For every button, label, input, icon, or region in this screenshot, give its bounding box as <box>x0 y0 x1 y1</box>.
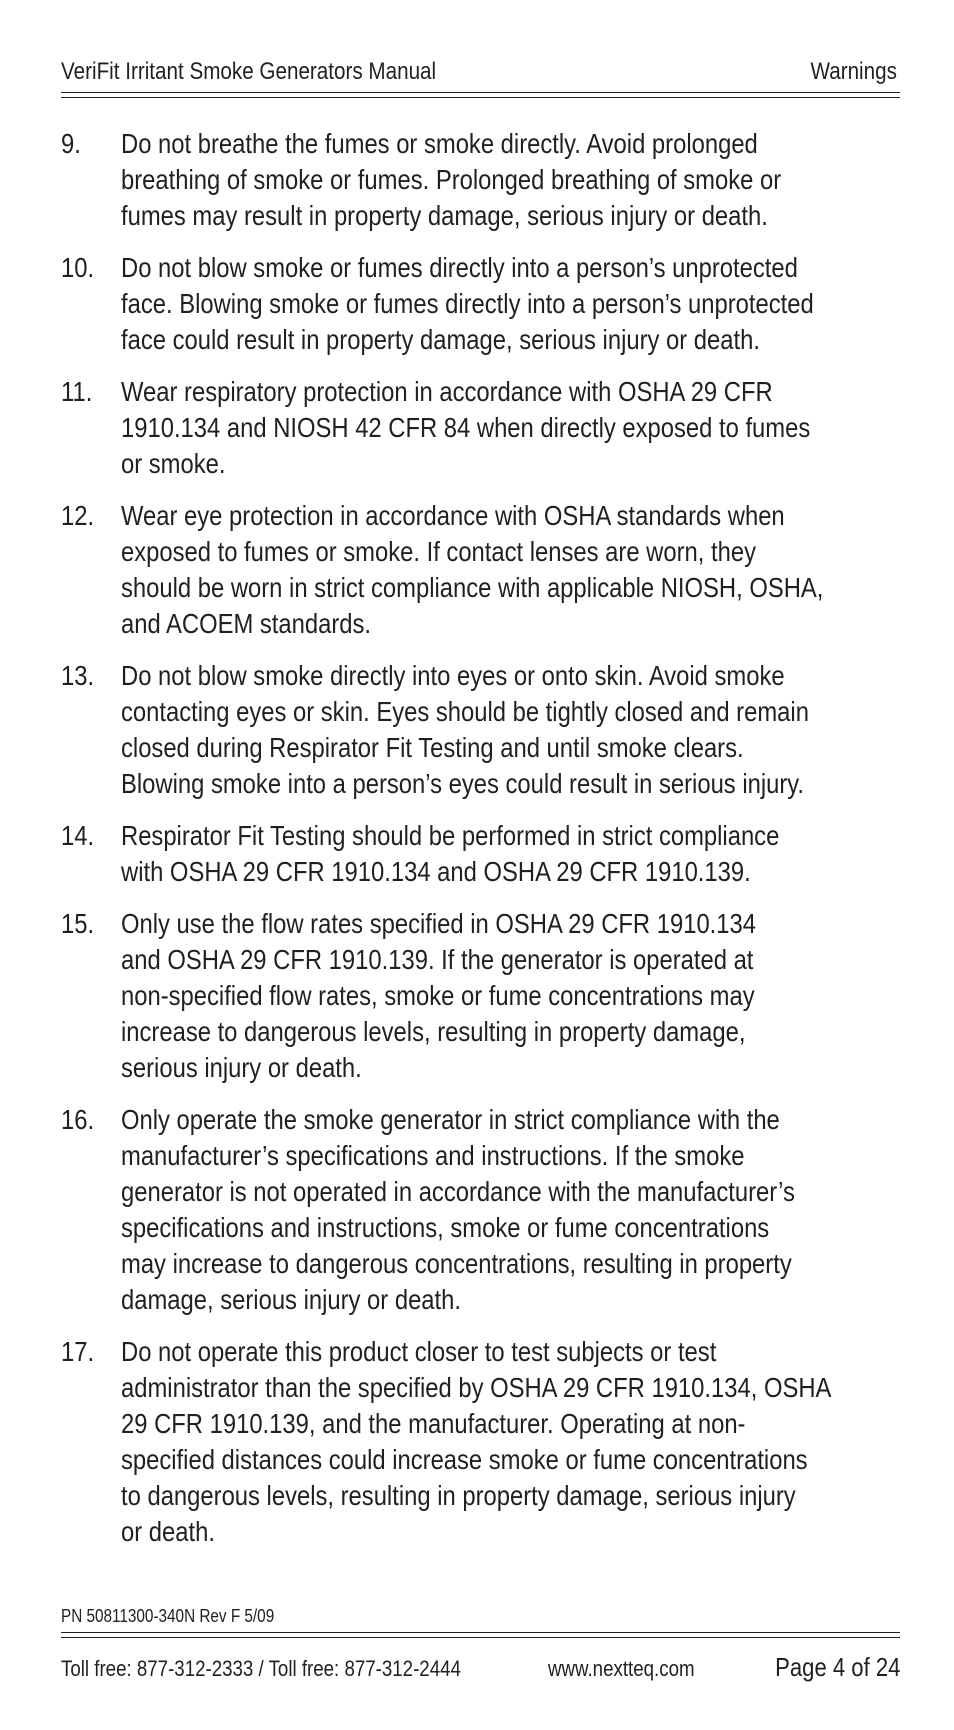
item-text: Do not operate this product closer to test subjects or test administrator than the specified by OSHA 29 CFR 1910.134, OSHA 29 CFR 1910.139, and the manufacturer. Operating at non- specified distances could increase smoke or fume concentrations to dangerous levels, resulting in property damage, serious injury or death. <box>121 1336 832 1547</box>
item-number: 13. <box>61 660 95 691</box>
header-divider <box>61 92 900 98</box>
list-item <box>61 498 900 642</box>
item-text: Do not breathe the fumes or smoke directly. Avoid prolonged breathing of smoke or fumes. Prolonged breathing of smoke or fumes may result in property damage, serious injury or death. <box>121 128 782 231</box>
item-number: 11. <box>61 376 93 407</box>
item-text: Wear eye protection in accordance with OSHA standards when exposed to fumes or smoke. If contact lenses are worn, they should be worn in strict compliance with applicable NIOSH, OSHA, and ACOEM standards. <box>121 500 824 639</box>
item-number: 15. <box>61 908 95 939</box>
item-number: 16. <box>61 1104 95 1135</box>
item-text: Respirator Fit Testing should be performed in strict compliance with OSHA 29 CFR 1910.134 and OSHA 29 CFR 1910.139. <box>121 820 780 887</box>
warnings-list <box>61 126 900 1566</box>
contact-phone: Toll free: 877-312-2333 / Toll free: 877-312-2444 <box>61 1656 461 1681</box>
item-number: 14. <box>61 820 95 851</box>
item-number: 10. <box>61 252 95 283</box>
page-header <box>61 52 897 86</box>
page-number: Page 4 of 24 <box>774 1652 900 1682</box>
item-text: Do not blow smoke directly into eyes or onto skin. Avoid smoke contacting eyes or skin. Eyes should be tightly closed and remain closed during Respirator Fit Testing and until smoke clears. Blowing smoke into a person’s eyes could result in serious injury. <box>121 660 809 799</box>
list-item <box>61 906 900 1086</box>
footer-divider <box>61 1632 900 1638</box>
list-item <box>61 1102 900 1318</box>
list-item <box>61 818 900 890</box>
part-number: PN 50811300-340N Rev F 5/09 <box>61 1606 275 1626</box>
item-text: Only use the flow rates specified in OSHA 29 CFR 1910.134 and OSHA 29 CFR 1910.139. If the generator is operated at non-specified flow rates, smoke or fume concentrations may increase to dangerous levels, resulting in property damage, serious injury or death. <box>121 908 757 1083</box>
list-item <box>61 1334 900 1550</box>
list-item <box>61 126 900 234</box>
section-title: Warnings <box>810 58 897 85</box>
item-text: Only operate the smoke generator in strict compliance with the manufacturer’s specifications and instructions. If the smoke generator is not operated in accordance with the manufacturer’s specifications and instructions, smoke or fume concentrations may increase to dangerous concentrations, resulting in property damage, serious injury or death. <box>121 1104 795 1315</box>
item-text: Do not blow smoke or fumes directly into a person’s unprotected face. Blowing smoke or fumes directly into a person’s unprotected face could result in property damage, serious injury or death. <box>121 252 814 355</box>
item-number: 9. <box>61 128 81 159</box>
item-number: 12. <box>61 500 95 531</box>
list-item <box>61 658 900 802</box>
list-item <box>61 250 900 358</box>
manual-title: VeriFit Irritant Smoke Generators Manual <box>61 58 437 85</box>
list-item <box>61 374 900 482</box>
item-number: 17. <box>61 1336 95 1367</box>
website-link[interactable]: www.nextteq.com <box>548 1656 695 1681</box>
page-footer <box>61 1652 900 1686</box>
item-text: Wear respiratory protection in accordance with OSHA 29 CFR 1910.134 and NIOSH 42 CFR 84 when directly exposed to fumes or smoke. <box>121 376 811 479</box>
